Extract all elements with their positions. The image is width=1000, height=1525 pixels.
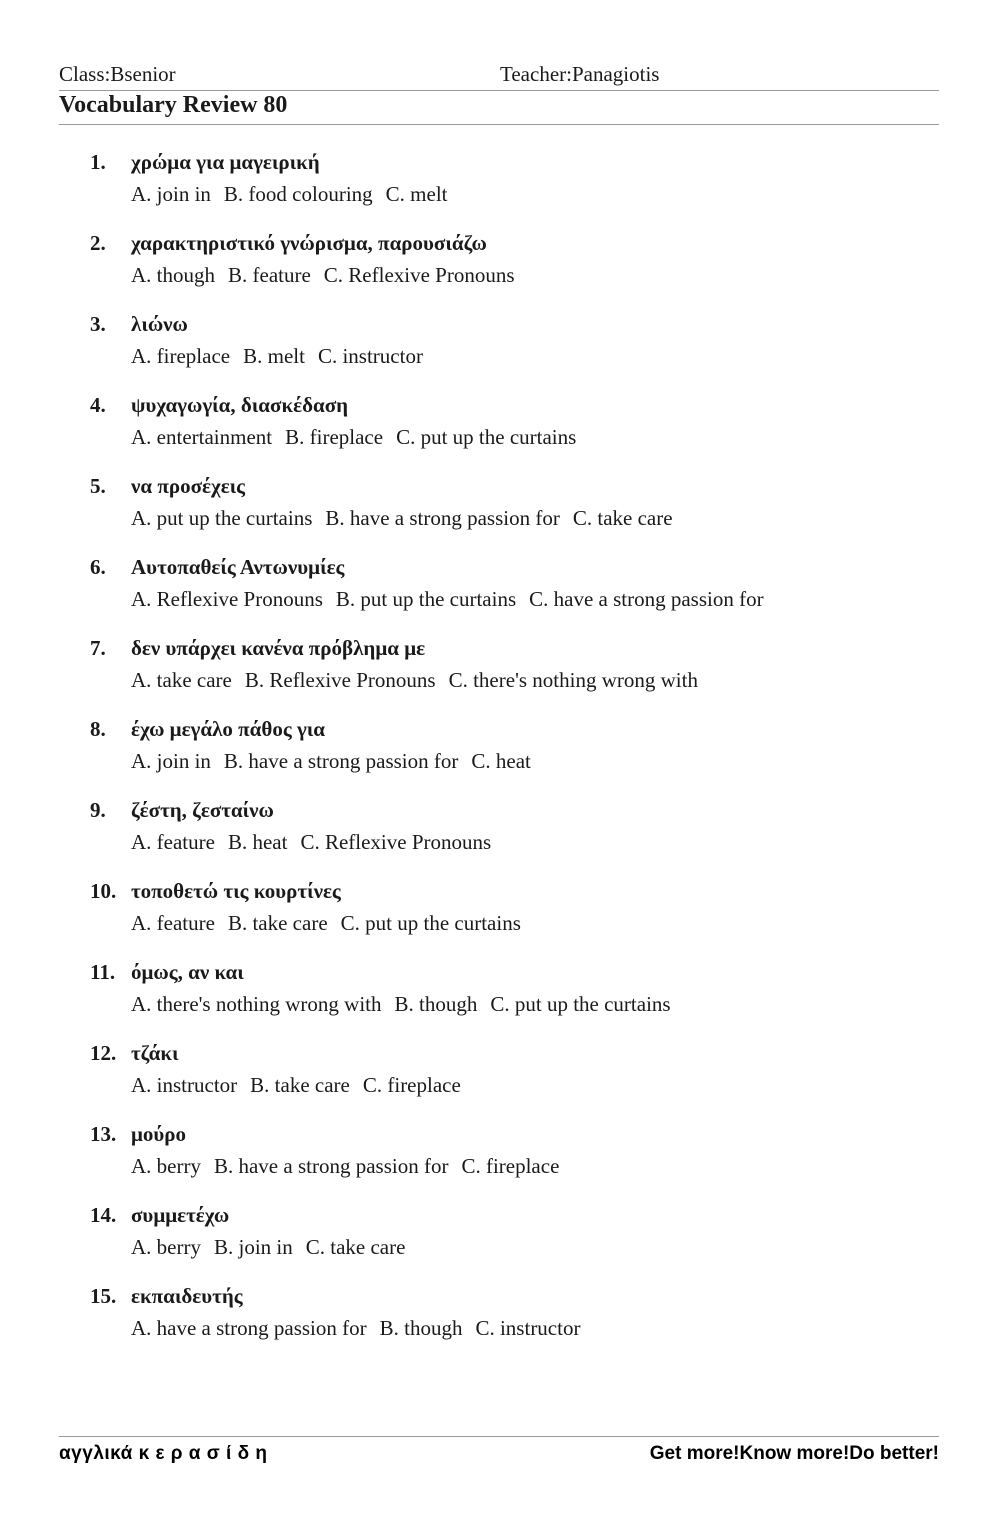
question-item (90, 798, 930, 879)
question-prompt: να προσέχεις (131, 474, 246, 498)
question-prompt: τζάκι (131, 1041, 179, 1065)
question-prompt: λιώνω (131, 312, 188, 336)
answer-option[interactable]: C. put up the curtains (396, 425, 577, 449)
question-number: 13. (90, 1122, 117, 1146)
answer-option[interactable]: B. join in (213, 1235, 293, 1259)
question-prompt: όμως, αν και (131, 960, 244, 984)
footer-brand: αγγλικά κ ε ρ α σ ί δ η (59, 1443, 268, 1464)
answer-option[interactable]: A. Reflexive Pronouns (131, 587, 323, 611)
answer-option[interactable]: C. take care (572, 506, 673, 530)
answer-option[interactable]: A. join in (131, 749, 211, 773)
question-item (90, 1122, 930, 1203)
question-number: 9. (90, 798, 106, 822)
answer-option[interactable]: C. Reflexive Pronouns (323, 263, 515, 287)
answer-option[interactable]: C. melt (385, 182, 448, 206)
answer-option[interactable]: C. put up the curtains (340, 911, 521, 935)
answer-option[interactable]: C. instructor (475, 1316, 581, 1340)
answer-option[interactable]: B. have a strong passion for (223, 749, 459, 773)
question-item (90, 1284, 930, 1365)
answer-option[interactable]: A. berry (131, 1154, 201, 1178)
question-item (90, 231, 930, 312)
question-prompt: έχω μεγάλο πάθος για (131, 717, 326, 741)
question-number: 10. (90, 879, 117, 903)
page-footer (59, 1436, 939, 1471)
question-list (90, 150, 930, 1365)
question-prompt: χρώμα για μαγειρική (131, 150, 320, 174)
answer-option[interactable]: B. Reflexive Pronouns (244, 668, 436, 692)
answer-options (131, 1073, 474, 1098)
question-item (90, 1041, 930, 1122)
answer-option[interactable]: A. though (131, 263, 215, 287)
page-header (59, 62, 939, 91)
answer-option[interactable]: B. food colouring (223, 182, 373, 206)
answer-option[interactable]: B. have a strong passion for (325, 506, 560, 530)
question-prompt: συμμετέχω (131, 1203, 230, 1227)
answer-option[interactable]: B. take care (250, 1073, 350, 1097)
question-item (90, 960, 930, 1041)
question-item (90, 879, 930, 960)
question-number: 4. (90, 393, 106, 417)
answer-option[interactable]: A. feature (131, 911, 215, 935)
answer-option[interactable]: A. berry (131, 1235, 201, 1259)
question-number: 5. (90, 474, 106, 498)
question-number: 15. (90, 1284, 117, 1308)
answer-options (131, 1316, 593, 1341)
question-prompt: εκπαιδευτής (131, 1284, 243, 1308)
answer-option[interactable]: A. entertainment (131, 425, 273, 449)
answer-option[interactable]: A. join in (131, 182, 211, 206)
question-number: 12. (90, 1041, 117, 1065)
answer-options (131, 992, 684, 1017)
question-number: 8. (90, 717, 106, 741)
question-number: 7. (90, 636, 106, 660)
question-number: 14. (90, 1203, 117, 1227)
question-item (90, 150, 930, 231)
answer-option[interactable]: B. feature (228, 263, 311, 287)
answer-option[interactable]: A. there's nothing wrong with (131, 992, 382, 1016)
answer-option[interactable]: B. heat (227, 830, 288, 854)
question-item (90, 393, 930, 474)
answer-options (131, 749, 544, 774)
answer-options (131, 668, 711, 693)
answer-options (131, 263, 528, 288)
question-number: 11. (90, 960, 116, 984)
question-prompt: δεν υπάρχει κανένα πρόβλημα με (131, 636, 426, 660)
answer-option[interactable]: A. instructor (131, 1073, 238, 1097)
answer-option[interactable]: C. take care (305, 1235, 406, 1259)
question-prompt: Αυτοπαθείς Αντωνυμίες (131, 555, 345, 579)
answer-option[interactable]: C. have a strong passion for (529, 587, 764, 611)
answer-option[interactable]: C. instructor (317, 344, 423, 368)
question-item (90, 474, 930, 555)
question-item (90, 312, 930, 393)
answer-options (131, 344, 436, 369)
question-number: 2. (90, 231, 106, 255)
answer-option[interactable]: B. fireplace (285, 425, 384, 449)
question-item (90, 1203, 930, 1284)
footer-slogan: Get more!Know more!Do better! (649, 1443, 939, 1464)
answer-options (131, 830, 504, 855)
question-prompt: τοποθετώ τις κουρτίνες (131, 879, 341, 903)
question-item (90, 717, 930, 798)
answer-options (131, 182, 461, 207)
class-label: Class:Bsenior (59, 62, 176, 86)
answer-options (131, 587, 777, 612)
answer-options (131, 425, 589, 450)
question-number: 1. (90, 150, 106, 174)
answer-option[interactable]: A. have a strong passion for (131, 1316, 367, 1340)
question-prompt: χαρακτηριστικό γνώρισμα, παρουσιάζω (131, 231, 487, 255)
page-title: Vocabulary Review 80 (59, 92, 939, 125)
answer-option[interactable]: B. have a strong passion for (213, 1154, 449, 1178)
question-prompt: ψυχαγωγία, διασκέδαση (131, 393, 349, 417)
question-prompt: μούρο (131, 1122, 187, 1146)
answer-option[interactable]: C. fireplace (461, 1154, 560, 1178)
answer-options (131, 1154, 572, 1179)
answer-option[interactable]: A. feature (131, 830, 215, 854)
question-item (90, 636, 930, 717)
answer-option[interactable]: A. take care (131, 668, 232, 692)
answer-option[interactable]: B. put up the curtains (335, 587, 517, 611)
answer-option[interactable]: B. take care (227, 911, 328, 935)
answer-options (131, 506, 686, 531)
answer-option[interactable]: C. fireplace (362, 1073, 461, 1097)
answer-option[interactable]: C. put up the curtains (490, 992, 671, 1016)
answer-options (131, 911, 534, 936)
answer-option[interactable]: C. Reflexive Pronouns (300, 830, 492, 854)
answer-option[interactable]: B. though (394, 992, 478, 1016)
answer-option[interactable]: B. though (379, 1316, 463, 1340)
answer-option[interactable]: C. heat (471, 749, 531, 773)
question-prompt: ζέστη, ζεσταίνω (131, 798, 274, 822)
answer-option[interactable]: C. there's nothing wrong with (448, 668, 698, 692)
question-number: 6. (90, 555, 106, 579)
teacher-label: Teacher:Panagiotis (500, 62, 660, 86)
question-number: 3. (90, 312, 106, 336)
question-item (90, 555, 930, 636)
answer-options (131, 1235, 418, 1260)
answer-option[interactable]: B. melt (243, 344, 305, 368)
answer-option[interactable]: A. put up the curtains (131, 506, 313, 530)
answer-option[interactable]: A. fireplace (131, 344, 231, 368)
